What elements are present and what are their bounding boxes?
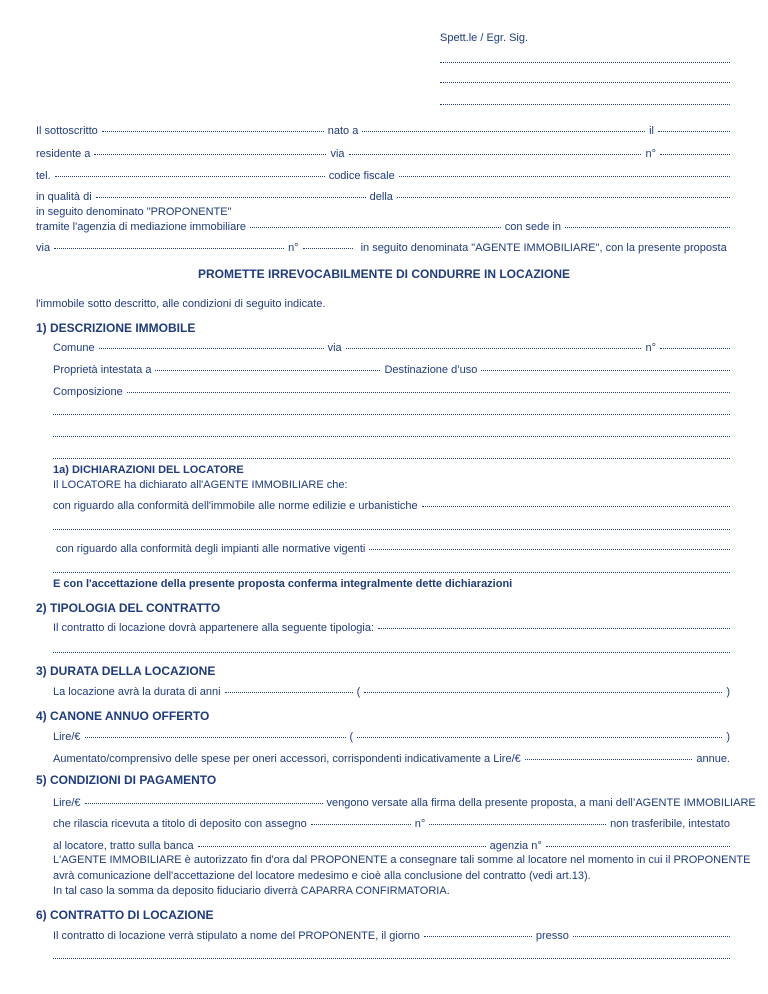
recipient-label: Spett.le / Egr. Sig. bbox=[440, 32, 529, 44]
contratto-line-2[interactable] bbox=[53, 958, 730, 959]
row-assegno bbox=[53, 818, 730, 830]
n2-label: n° bbox=[288, 242, 299, 254]
il-label: il bbox=[649, 125, 654, 137]
row-aumentato bbox=[53, 753, 730, 765]
n-immobile-field[interactable] bbox=[660, 348, 730, 349]
row-tipologia bbox=[53, 622, 730, 634]
agenzia-field[interactable] bbox=[250, 227, 501, 228]
via-immobile-label: via bbox=[327, 342, 342, 354]
banca-label: al locatore, tratto sulla banca bbox=[53, 840, 194, 852]
destinazione-field[interactable] bbox=[481, 370, 730, 371]
sede-field[interactable] bbox=[565, 227, 730, 228]
row-contratto bbox=[53, 930, 730, 942]
sottoscritto-field[interactable] bbox=[102, 131, 324, 132]
proprieta-field[interactable] bbox=[155, 370, 380, 371]
durata-lettere-field[interactable] bbox=[364, 692, 722, 693]
n-label: n° bbox=[645, 148, 656, 160]
tipologia-label: Il contratto di locazione dovrà appartenere alla seguente tipologia: bbox=[53, 622, 375, 634]
nato-a-field[interactable] bbox=[362, 131, 645, 132]
recipient-line-2[interactable] bbox=[440, 82, 730, 83]
banca-field[interactable] bbox=[198, 846, 486, 847]
tel-field[interactable] bbox=[55, 176, 325, 177]
row-canone bbox=[53, 731, 730, 743]
denominato-text: in seguito denominato "PROPONENTE" bbox=[36, 206, 232, 218]
main-title: PROMETTE IRREVOCABILMENTE DI CONDURRE IN LOCAZIONE bbox=[197, 267, 570, 281]
comune-label: Comune bbox=[53, 342, 95, 354]
composizione-line-3[interactable] bbox=[53, 436, 730, 437]
row-tel bbox=[36, 170, 730, 182]
residente-label: residente a bbox=[36, 148, 91, 160]
row-sottoscritto bbox=[36, 125, 730, 137]
row-via-agente bbox=[36, 242, 730, 254]
assegno-n-label: n° bbox=[414, 818, 426, 830]
residente-field[interactable] bbox=[94, 154, 326, 155]
section-1-title: 1) DESCRIZIONE IMMOBILE bbox=[36, 321, 196, 335]
qualita-field[interactable] bbox=[96, 197, 366, 198]
comune-field[interactable] bbox=[99, 348, 324, 349]
urbanistica-field[interactable] bbox=[422, 506, 730, 507]
della-field[interactable] bbox=[397, 197, 730, 198]
codice-fiscale-label: codice fiscale bbox=[328, 170, 395, 182]
assegno-n-field[interactable] bbox=[429, 824, 606, 825]
durata-anni-field[interactable] bbox=[225, 692, 353, 693]
sede-label: con sede in bbox=[504, 221, 561, 233]
sottoscritto-label: Il sottoscritto bbox=[36, 125, 98, 137]
row-banca bbox=[53, 840, 730, 852]
section-5-title: 5) CONDIZIONI DI PAGAMENTO bbox=[36, 773, 217, 787]
tipologia-field[interactable] bbox=[378, 628, 730, 629]
conferma-text: E con l'accettazione della presente proposta conferma integralmente dette dichiarazioni bbox=[53, 578, 513, 590]
composizione-line-2[interactable] bbox=[53, 414, 730, 415]
agenzia-n-label: agenzia n° bbox=[489, 840, 542, 852]
intro-text: l'immobile sotto descritto, alle condizioni di seguito indicate. bbox=[36, 298, 326, 310]
composizione-field[interactable] bbox=[127, 392, 730, 393]
row-residente bbox=[36, 148, 730, 160]
versate-text: vengono versate alla firma della presente proposta, a mani dell’AGENTE IMMOBILIARE bbox=[326, 797, 756, 809]
oneri-field[interactable] bbox=[525, 759, 693, 760]
row-comune bbox=[53, 342, 730, 354]
row-composizione bbox=[53, 386, 730, 398]
n2-field[interactable] bbox=[303, 248, 353, 249]
composizione-label: Composizione bbox=[53, 386, 123, 398]
durata-label: La locazione avrà la durata di anni bbox=[53, 686, 221, 698]
canone-open: ( bbox=[349, 731, 354, 743]
annue-label: annue. bbox=[696, 753, 730, 765]
pagamento-field[interactable] bbox=[85, 803, 323, 804]
via-label: via bbox=[330, 148, 345, 160]
row-qualita bbox=[36, 191, 730, 203]
contratto-label: Il contratto di locazione verrà stipulato a nome del PROPONENTE, il giorno bbox=[53, 930, 420, 942]
agente-text: in seguito denominata "AGENTE IMMOBILIARE", con la presente proposta bbox=[360, 242, 727, 254]
agenzia-n-field[interactable] bbox=[546, 846, 730, 847]
tel-label: tel. bbox=[36, 170, 51, 182]
il-field[interactable] bbox=[658, 131, 730, 132]
comunicazione-text: avrà comunicazione dell'accettazione del locatore medesimo e cioè alla conclusione del contratto (vedi art.13). bbox=[53, 870, 591, 882]
presso-field[interactable] bbox=[573, 936, 730, 937]
locatore-dichiarato: Il LOCATORE ha dichiarato all'AGENTE IMMOBILIARE che: bbox=[53, 479, 348, 491]
urbanistica-line-2[interactable] bbox=[53, 529, 730, 530]
via2-label: via bbox=[36, 242, 51, 254]
via-immobile-field[interactable] bbox=[346, 348, 642, 349]
row-impianti bbox=[56, 543, 730, 555]
impianti-field[interactable] bbox=[369, 549, 730, 550]
rilascia-label: che rilascia ricevuta a titolo di deposito con assegno bbox=[53, 818, 307, 830]
assegno-field[interactable] bbox=[311, 824, 411, 825]
via-field[interactable] bbox=[349, 154, 642, 155]
codice-fiscale-field[interactable] bbox=[399, 176, 730, 177]
urbanistica-label: con riguardo alla conformità dell'immobile alle norme edilizie e urbanistiche bbox=[53, 500, 418, 512]
canone-lire-label: Lire/€ bbox=[53, 731, 81, 743]
proprieta-label: Proprietà intestata a bbox=[53, 364, 152, 376]
nato-a-label: nato a bbox=[327, 125, 359, 137]
section-2-title: 2) TIPOLOGIA DEL CONTRATTO bbox=[36, 601, 221, 615]
aumentato-label: Aumentato/comprensivo delle spese per oneri accessori, corrispondenti indicativamente a Lire/€ bbox=[53, 753, 521, 765]
row-pagamento bbox=[53, 797, 756, 809]
caparra-text: In tal caso la somma da deposito fiduciario diverrà CAPARRA CONFIRMATORIA. bbox=[53, 885, 450, 897]
presso-label: presso bbox=[535, 930, 569, 942]
canone-cifre-field[interactable] bbox=[85, 737, 346, 738]
recipient-line-1[interactable] bbox=[440, 62, 730, 63]
della-label: della bbox=[369, 191, 393, 203]
qualita-label: in qualità di bbox=[36, 191, 92, 203]
row-tramite bbox=[36, 221, 730, 233]
via2-field[interactable] bbox=[54, 248, 284, 249]
durata-close: ) bbox=[726, 686, 730, 698]
canone-close: ) bbox=[726, 731, 730, 743]
pagamento-lire-label: Lire/€ bbox=[53, 797, 81, 809]
giorno-field[interactable] bbox=[424, 936, 532, 937]
tipologia-line-2[interactable] bbox=[53, 652, 730, 653]
canone-lettere-field[interactable] bbox=[357, 737, 722, 738]
non-trasferibile-label: non trasferibile, intestato bbox=[610, 818, 730, 830]
recipient-line-3[interactable] bbox=[440, 104, 730, 105]
section-6-title: 6) CONTRATTO DI LOCAZIONE bbox=[36, 908, 214, 922]
section-3-title: 3) DURATA DELLA LOCAZIONE bbox=[36, 664, 216, 678]
tramite-label: tramite l'agenzia di mediazione immobiliare bbox=[36, 221, 246, 233]
row-proprieta bbox=[53, 364, 730, 376]
section-4-title: 4) CANONE ANNUO OFFERTO bbox=[36, 709, 210, 723]
durata-open: ( bbox=[356, 686, 361, 698]
section-1a-title: 1a) DICHIARAZIONI DEL LOCATORE bbox=[53, 464, 244, 476]
row-durata bbox=[53, 686, 730, 698]
autorizzato-text: L'AGENTE IMMOBILIARE è autorizzato fin d'ora dal PROPONENTE a consegnare tali somme al locatore nel momento in cui il PROPONENTE bbox=[53, 854, 751, 866]
composizione-line-4[interactable] bbox=[53, 458, 730, 459]
impianti-line-2[interactable] bbox=[53, 572, 730, 573]
row-urbanistica bbox=[53, 500, 730, 512]
destinazione-label: Destinazione d’uso bbox=[384, 364, 478, 376]
n-field[interactable] bbox=[660, 154, 730, 155]
impianti-label: con riguardo alla conformità degli impianti alle normative vigenti bbox=[56, 543, 366, 555]
n-immobile-label: n° bbox=[645, 342, 656, 354]
